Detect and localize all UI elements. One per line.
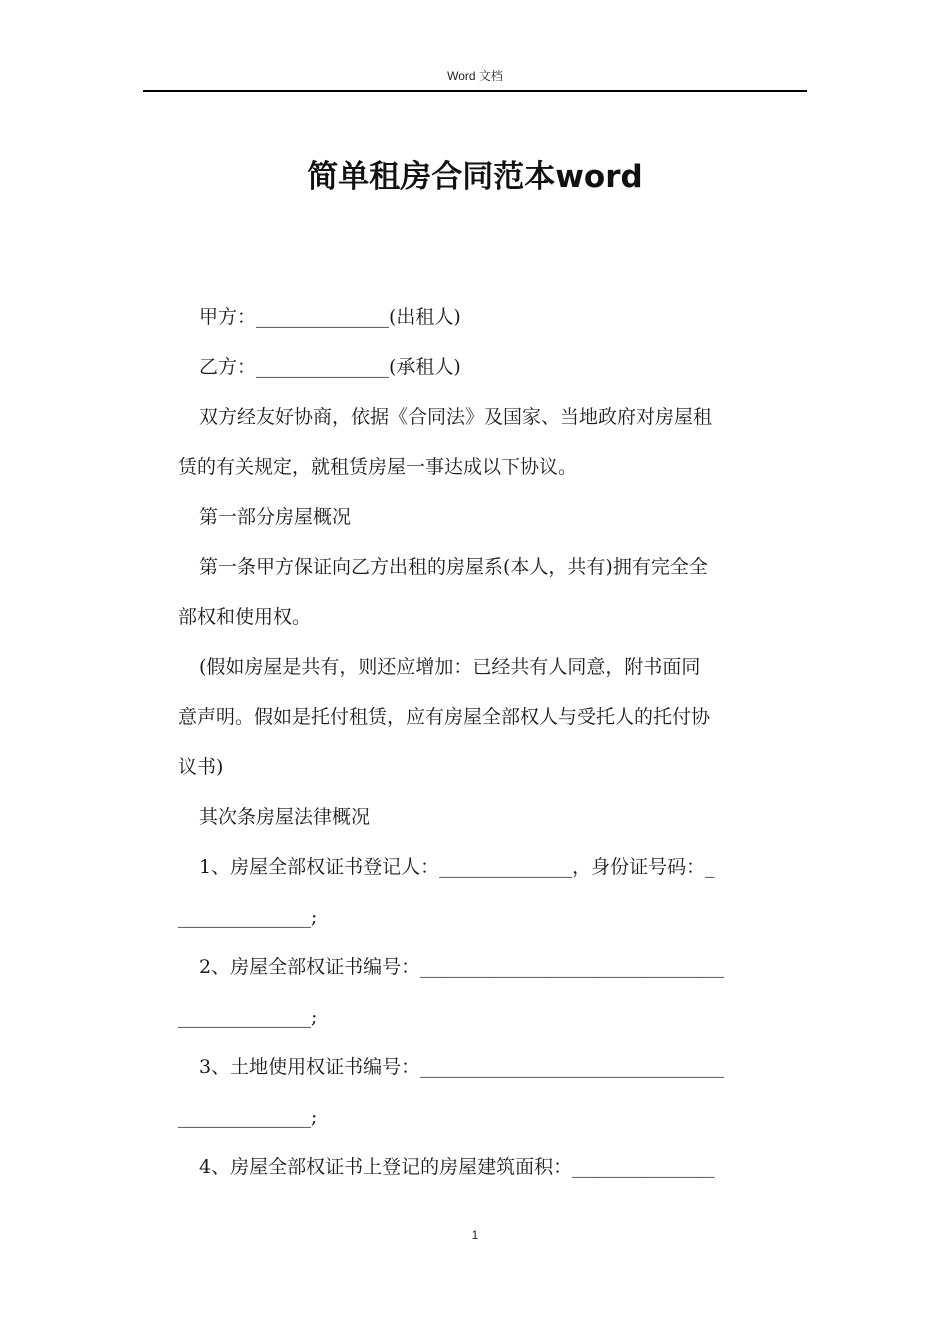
item-3-line-2: ______________; xyxy=(178,1106,318,1128)
header-text: Word 文档 xyxy=(447,69,503,83)
intro-paragraph-line-2: 赁的有关规定，就租赁房屋一事达成以下协议。 xyxy=(178,456,578,478)
document-body xyxy=(178,292,803,1192)
article-two-heading: 其次条房屋法律概况 xyxy=(199,806,371,828)
page-header xyxy=(143,66,807,92)
article-one-line-1: 第一条甲方保证向乙方出租的房屋系(本人，共有)拥有完全全 xyxy=(199,556,708,578)
party-b-line: 乙方：______________(承租人) xyxy=(199,356,461,378)
article-one-line-2: 部权和使用权。 xyxy=(178,606,312,628)
page-footer xyxy=(143,1228,807,1242)
item-2-line-2: ______________; xyxy=(178,1006,318,1028)
note-paragraph-line-3: 议书) xyxy=(178,756,224,778)
intro-paragraph-line-1: 双方经友好协商，依据《合同法》及国家、当地政府对房屋租 xyxy=(199,406,713,428)
item-2-line-1: 2、房屋全部权证书编号：________________________________ xyxy=(199,956,725,978)
item-1-line-1: 1、房屋全部权证书登记人：______________，身份证号码：_ xyxy=(199,856,715,878)
document-title: 简单租房合同范本word xyxy=(307,159,643,195)
note-paragraph-line-2: 意声明。假如是托付租赁，应有房屋全部权人与受托人的托付协 xyxy=(178,706,711,728)
item-3-line-1: 3、土地使用权证书编号：________________________________ xyxy=(199,1056,725,1078)
item-4-line-1: 4、房屋全部权证书上登记的房屋建筑面积：_______________ xyxy=(199,1156,715,1178)
note-paragraph-line-1: (假如房屋是共有，则还应增加：已经共有人同意，附书面同 xyxy=(199,656,701,678)
page-number: 1 xyxy=(471,1228,479,1242)
item-1-line-2: ______________; xyxy=(178,906,318,928)
section-heading-part-one: 第一部分房屋概况 xyxy=(199,506,352,528)
party-a-line: 甲方：______________(出租人) xyxy=(199,306,461,328)
